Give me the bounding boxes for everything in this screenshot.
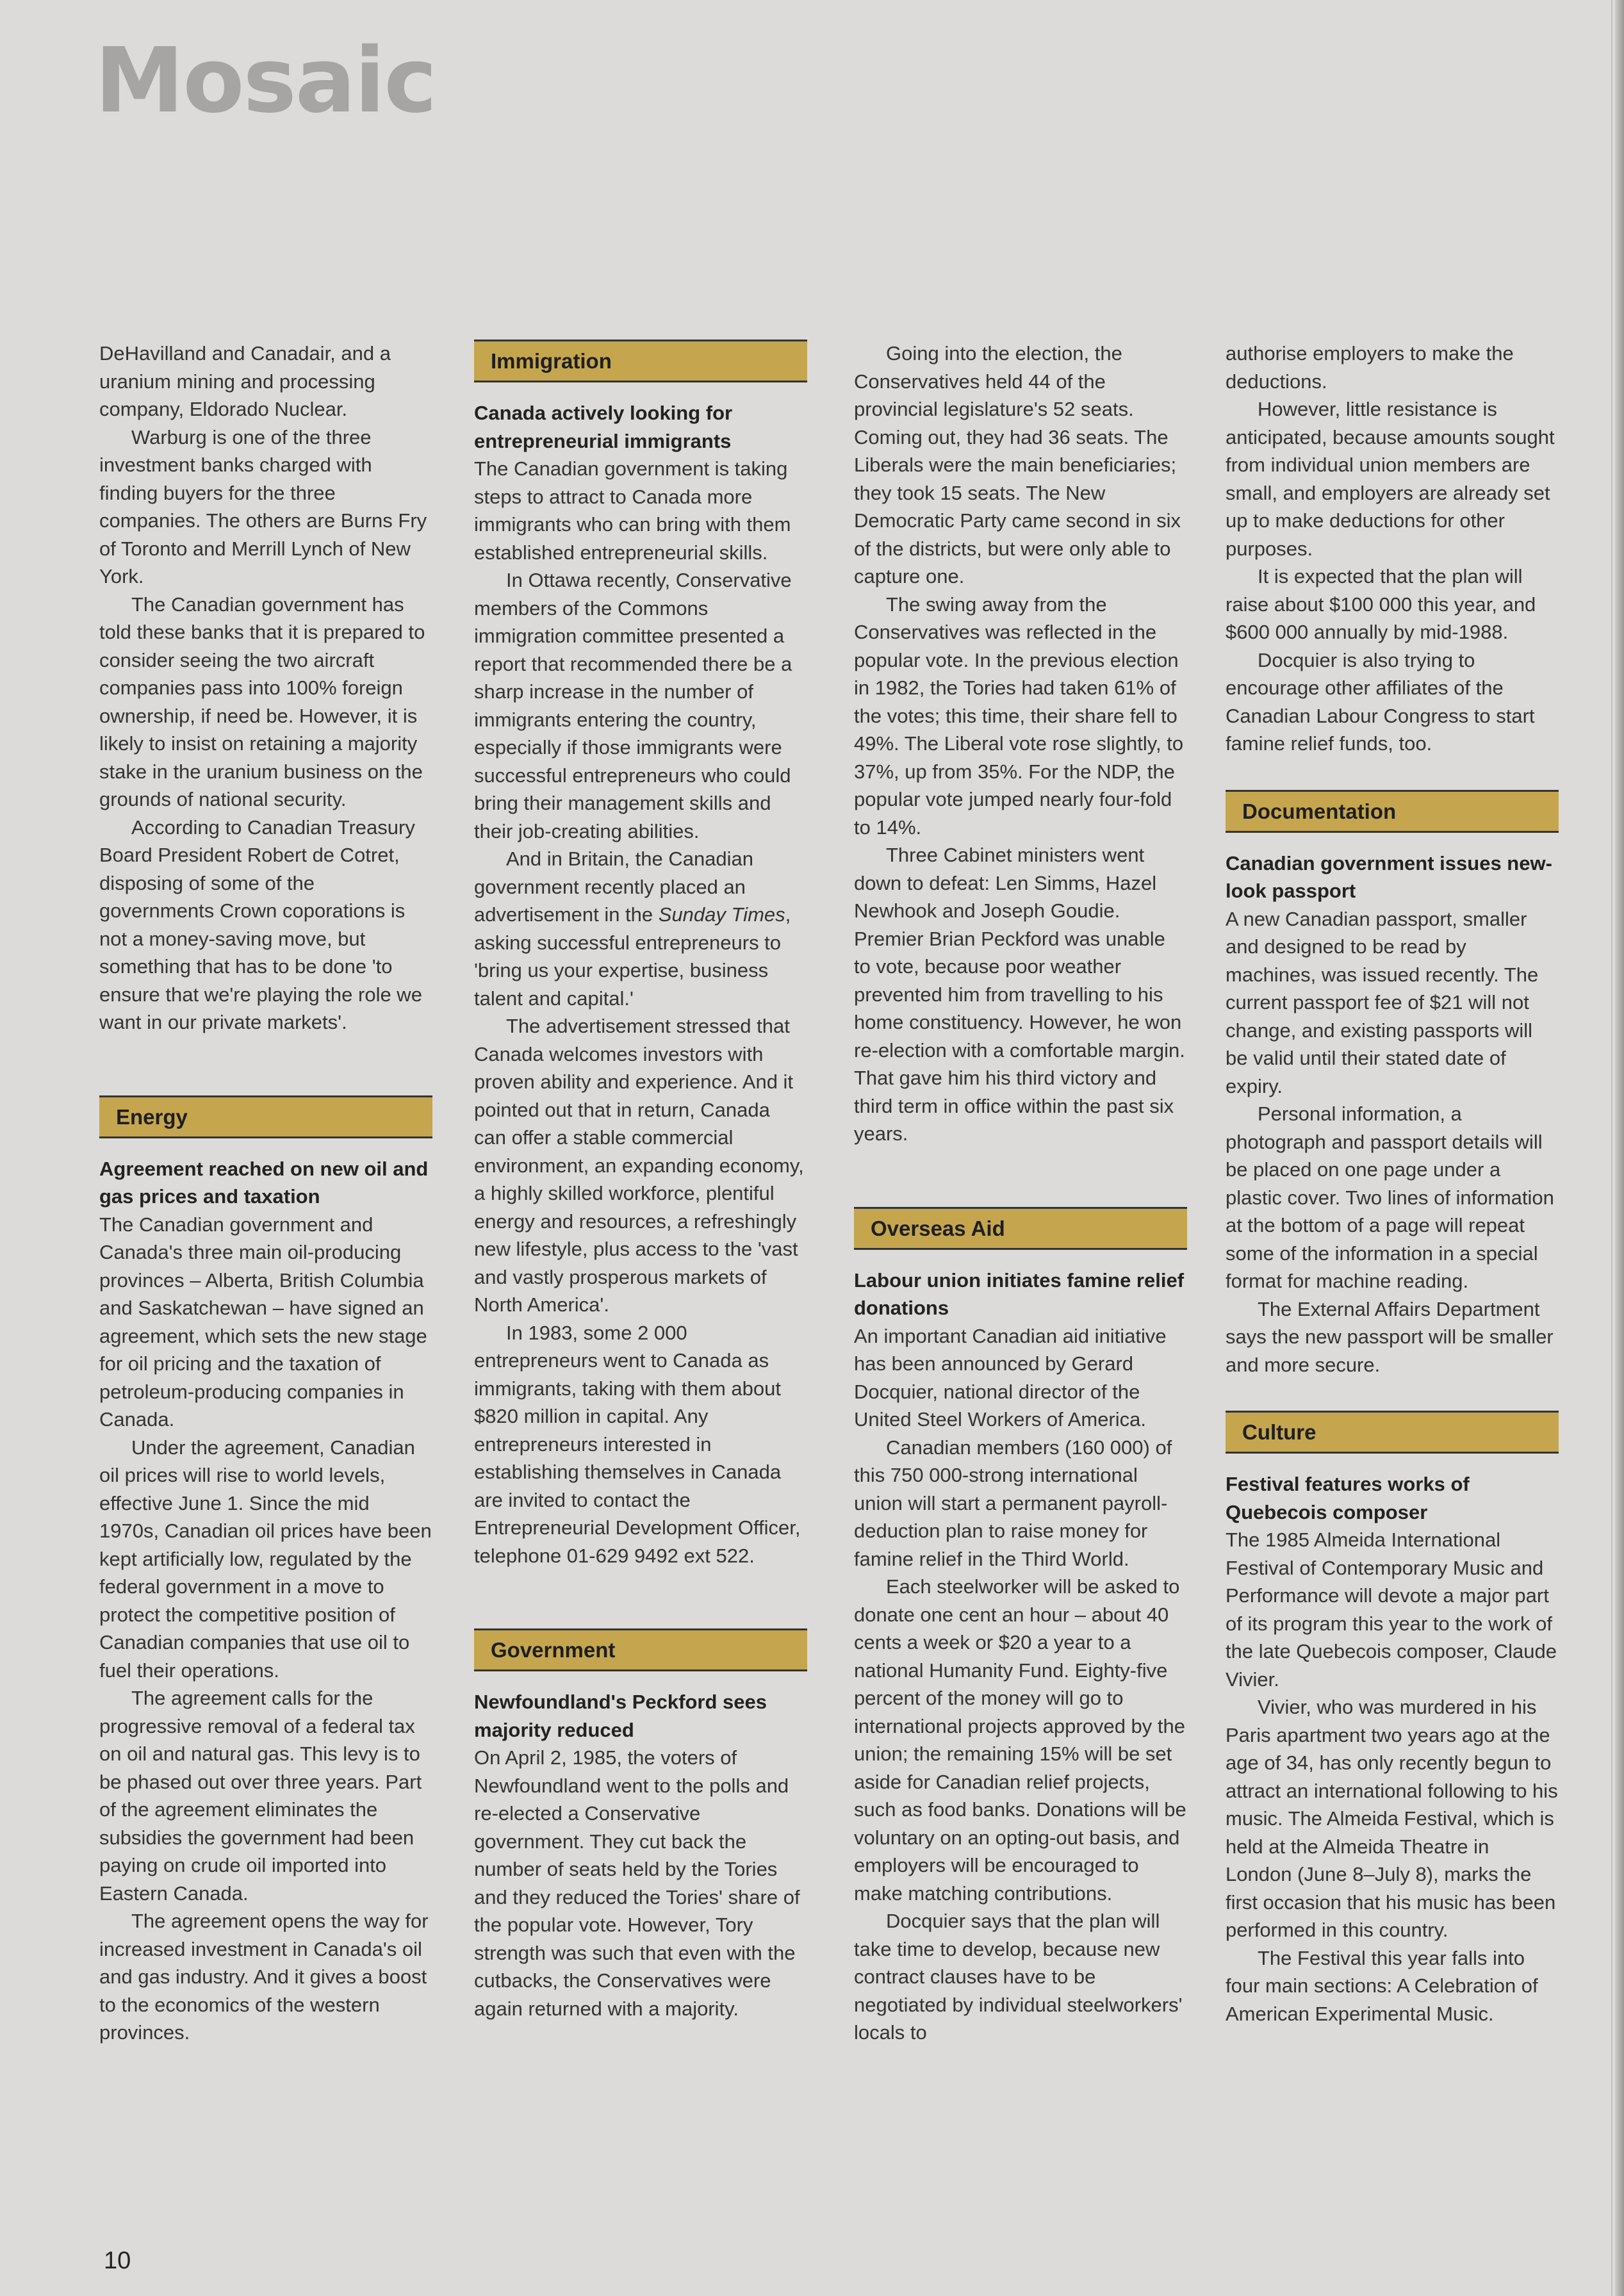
body-paragraph: The advertisement stressed that Canada welcomes investors with proven ability and experience. And it pointed out that in return, Canada can offer a stable commercial environment, an expanding economy, a highly skilled workforce, plentiful energy and resources, a refreshingly new lifestyle, plus access to the 'vast and vastly prosperous markets of North America'. [474, 1015, 804, 1316]
body-paragraph: The 1985 Almeida International Festival of Contemporary Music and Performance will devote a major part of its program this year to the work of the late Quebecois composer, Claude Vivier. [1226, 1529, 1557, 1691]
body-paragraph: It is expected that the plan will raise about $100 000 this year, and $600 000 annually by mid-1988. [1226, 565, 1536, 643]
page-edge-shadow [1615, 0, 1624, 2296]
body-paragraph: Docquier is also trying to encourage other affiliates of the Canadian Labour Congress to start famine relief funds, too. [1226, 648, 1535, 755]
article-headline: Labour union initiates famine relief donations [854, 1268, 1185, 1319]
body-paragraph: authorise employers to make the deductions. [1226, 342, 1514, 393]
body-paragraph: The Canadian government is taking steps to attract to Canada more immigrants who can bring with them established entrepreneurial skills. [474, 457, 791, 564]
page-number: 10 [104, 2247, 131, 2274]
section-bar-culture: Culture [1226, 1411, 1559, 1454]
body-paragraph: The Canadian government has told these banks that it is prepared to consider seeing the two aircraft companies pass into 100% foreign ownership, if need be. However, it is likely to insist on retaining a majority stake in the uranium business on the grounds of national security. [99, 593, 425, 810]
body-paragraph: Going into the election, the Conservatives held 44 of the provincial legislature's 52 seats. Coming out, they had 36 seats. The Liberals were the main beneficiaries; they took 15 seats. The New Democratic Party came second in six of the districts, but were only able to capture one. [854, 342, 1181, 587]
body-paragraph: The agreement opens the way for increased investment in Canada's oil and gas industry. And it gives a boost to the economics of the western provinces. [99, 1910, 429, 2044]
body-paragraph: The Festival this year falls into four main sections: A Celebration of American Experimental Music. [1226, 1946, 1538, 2025]
body-paragraph: An important Canadian aid initiative has been announced by Gerard Docquier, national director of the United Steel Workers of America. [854, 1324, 1167, 1431]
column-4 [1226, 340, 1559, 2028]
column-2 [474, 340, 807, 2022]
body-paragraph: Personal information, a photograph and passport details will be placed on one page under a plastic cover. Two lines of information at the bottom of a page will repeat some of the information in a special format for machine reading. [1226, 1103, 1554, 1292]
body-paragraph: The Canadian government and Canada's three main oil-producing provinces – Alberta, British Columbia and Saskatchewan – have signed an agreement, which sets the new stage for oil pricing and the taxation of petroleum-producing companies in Canada. [99, 1213, 427, 1431]
body-paragraph: Docquier says that the plan will take time to develop, because new contract clauses have to be negotiated by individual steelworkers' locals to [854, 1910, 1183, 2044]
body-paragraph: In Ottawa recently, Conservative members of the Commons immigration committee presented a report that recommended there be a sharp increase in the number of immigrants entering the country, especially if those immigrants were successful entrepreneurs who could bring their management skills and their job-creating abilities. [474, 569, 792, 842]
body-paragraph: Under the agreement, Canadian oil prices will rise to world levels, effective June 1. Since the mid 1970s, Canadian oil prices have been kept artificially low, regulated by the federal government in a move to protect the competitive position of Canadian companies that use oil to fuel their operations. [99, 1436, 432, 1682]
body-paragraph: According to Canadian Treasury Board President Robert de Cotret, disposing of some of the governments Crown coporations is not a money-saving move, but something that has to be done 'to ensure that we're playing the role we want in our private markets'. [99, 816, 422, 1033]
body-paragraph: However, little resistance is anticipated, because amounts sought from individual union members are small, and employers are already set up to make deductions for other purposes. [1226, 398, 1555, 560]
article-headline: Newfoundland's Peckford sees majority reduced [474, 1691, 767, 1741]
article-headline: Agreement reached on new oil and gas prices and taxation [99, 1157, 429, 1208]
page-title: Mosaic [95, 29, 436, 133]
body-paragraph: In 1983, some 2 000 entrepreneurs went to Canada as immigrants, taking with them about $820 million in capital. Any entrepreneurs interested in establishing themselves in Canada are invited to contact the Entrepreneurial Development Officer, telephone 01-629 9492 ext 522. [474, 1321, 801, 1567]
body-paragraph: Canadian members (160 000) of this 750 000-strong international union will start a permanent payroll-deduction plan to raise money for famine relief in the Third World. [854, 1436, 1172, 1570]
body-paragraph: Warburg is one of the three investment banks charged with finding buyers for the three companies. The others are Burns Fry of Toronto and Merrill Lynch of New York. [99, 425, 427, 587]
body-paragraph: DeHavilland and Canadair, and a uranium mining and processing company, Eldorado Nuclear. [99, 342, 391, 420]
body-paragraph: On April 2, 1985, the voters of Newfoundland went to the polls and re-elected a Conservative government. They cut back the number of seats held by the Tories and they reduced the Tories' share of the popular vote. However, Tory strength was such that even with the cutbacks, the Conservatives were again returned with a majority. [474, 1746, 800, 2020]
body-paragraph: Vivier, who was murdered in his Paris apartment two years ago at the age of 34, has only recently begun to attract an international following to his music. The Almeida Festival, which is held at the Almeida Theatre in London (June 8–July 8), marks the first occasion that his music has been performed in this country. [1226, 1696, 1558, 1941]
body-paragraph: The External Affairs Department says the new passport will be smaller and more secure. [1226, 1297, 1554, 1376]
section-bar-energy: Energy [99, 1095, 432, 1138]
section-bar-documentation: Documentation [1226, 790, 1559, 833]
article-headline: Festival features works of Quebecois composer [1226, 1473, 1470, 1523]
body-paragraph: Three Cabinet ministers went down to defeat: Len Simms, Hazel Newhook and Joseph Goudie. Premier Brian Peckford was unable to vote, because poor weather prevented him from travelling to his home constituency. However, he won re-election with a comfortable margin. That gave him his third victory and third term in office within the past six years. [854, 844, 1185, 1145]
body-paragraph: A new Canadian passport, smaller and designed to be read by machines, was issued recently. The current passport fee of $21 will not change, and existing passports will be valid until their stated date of expiry. [1226, 907, 1539, 1097]
section-bar-government: Government [474, 1628, 807, 1671]
article-headline: Canada actively looking for entrepreneurial immigrants [474, 402, 733, 452]
section-bar-immigration: Immigration [474, 340, 807, 382]
body-paragraph: Each steelworker will be asked to donate one cent an hour – about 40 cents a week or $20 a year to a national Humanity Fund. Eighty-five percent of the money will go to international projects approved by the union; the remaining 15% will be set aside for Canadian relief projects, such as food banks. Donations will be voluntary on an opting-out basis, and employers will be encouraged to make matching contributions. [854, 1575, 1186, 1905]
page-edge-line [1611, 0, 1612, 2296]
body-paragraph: The agreement calls for the progressive removal of a federal tax on oil and natural gas. This levy is to be phased out over three years. Part of the agreement eliminates the subsidies the government had been paying on crude oil imported into Eastern Canada. [99, 1687, 422, 1905]
section-bar-overseas-aid: Overseas Aid [854, 1207, 1187, 1250]
body-paragraph: And in Britain, the Canadian government recently placed an advertisement in the Sunday Times, asking successful entrepreneurs to 'bring us your expertise, business talent and capital.' [474, 848, 791, 1010]
column-3 [854, 340, 1187, 2047]
column-1 [99, 340, 432, 2047]
body-paragraph: The swing away from the Conservatives was reflected in the popular vote. In the previous election in 1982, the Tories had taken 61% of the votes; this time, their share fell to 49%. The Liberal vote rose slightly, to 37%, up from 35%. For the NDP, the popular vote jumped nearly four-fold to 14%. [854, 593, 1184, 839]
publication-name: Sunday Times [658, 903, 785, 926]
article-headline: Canadian government issues new-look passport [1226, 851, 1552, 902]
